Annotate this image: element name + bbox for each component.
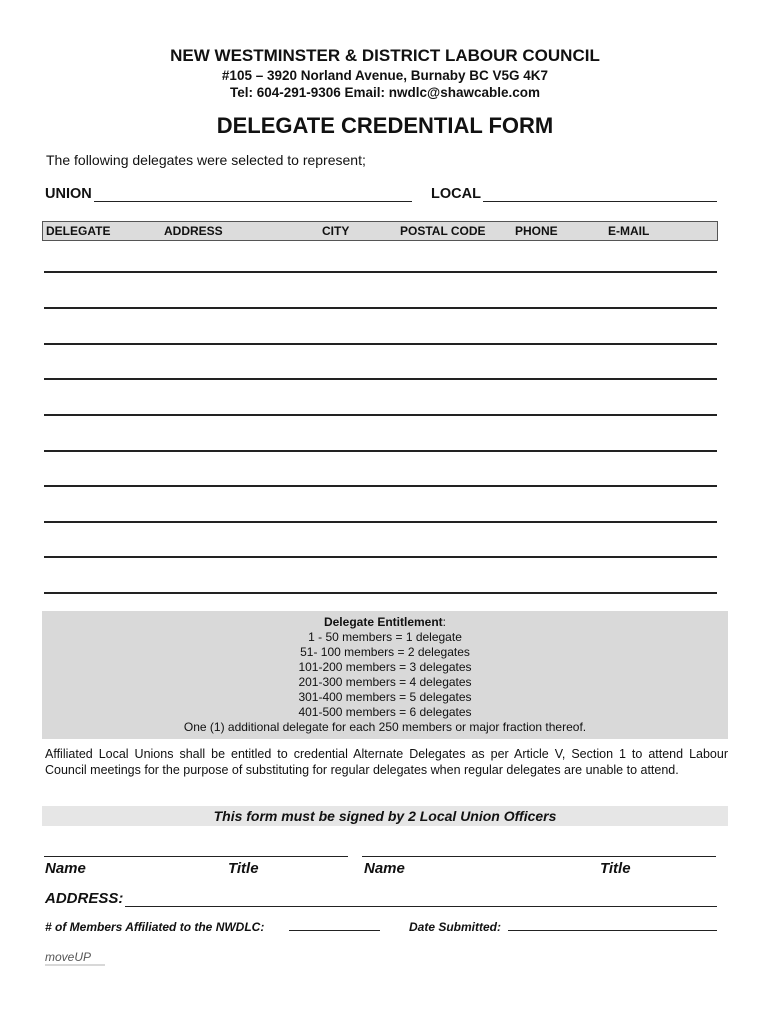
date-field[interactable] bbox=[409, 920, 501, 934]
col-delegate: DELEGATE bbox=[46, 224, 111, 238]
delegate-entry-line-10[interactable] bbox=[44, 592, 717, 594]
delegate-entry-line-9[interactable] bbox=[44, 556, 717, 558]
delegate-table-header bbox=[42, 221, 718, 241]
entitlement-line: 101-200 members = 3 delegates bbox=[298, 660, 472, 674]
title-label-1: Title bbox=[228, 860, 259, 877]
org-address: #105 – 3920 Norland Avenue, Burnaby BC V5G 4K7 bbox=[221, 68, 549, 83]
delegate-entry-line-7[interactable] bbox=[44, 485, 717, 487]
intro-text: The following delegates were selected to represent; bbox=[46, 152, 366, 168]
col-address: ADDRESS bbox=[164, 224, 223, 238]
date-input-line[interactable] bbox=[508, 930, 717, 931]
entitlement-line: 301-400 members = 5 delegates bbox=[298, 690, 472, 704]
signature-banner: This form must be signed by 2 Local Union Officers bbox=[42, 806, 728, 826]
name-label-1: Name bbox=[45, 860, 86, 877]
delegate-entry-line-3[interactable] bbox=[44, 343, 717, 345]
entitlement-line: 401-500 members = 6 delegates bbox=[298, 705, 472, 719]
local-input-line[interactable] bbox=[483, 187, 717, 202]
org-name: NEW WESTMINSTER & DISTRICT LABOUR COUNCIL bbox=[170, 46, 600, 65]
form-title: DELEGATE CREDENTIAL FORM bbox=[216, 113, 554, 138]
delegate-entitlement-box bbox=[42, 611, 728, 739]
entitlement-line: 51- 100 members = 2 delegates bbox=[300, 645, 470, 659]
delegate-entry-line-1[interactable] bbox=[44, 271, 717, 273]
signature-line-1[interactable] bbox=[44, 856, 348, 857]
union-field[interactable] bbox=[45, 186, 412, 202]
address-label: ADDRESS: bbox=[45, 890, 124, 907]
delegate-entry-line-2[interactable] bbox=[44, 307, 717, 309]
entitlement-title-colon: : bbox=[442, 615, 447, 629]
col-postal-code: POSTAL CODE bbox=[400, 224, 486, 238]
delegate-entry-line-8[interactable] bbox=[44, 521, 717, 523]
org-contact: Tel: 604-291-9306 Email: nwdlc@shawcable.com bbox=[229, 85, 541, 100]
local-field[interactable] bbox=[431, 186, 717, 202]
moveup-logo bbox=[45, 946, 107, 968]
col-email: E-MAIL bbox=[608, 224, 650, 238]
entitlement-line: One (1) additional delegate for each 250 members or major fraction thereof. bbox=[183, 720, 587, 734]
union-label: UNION bbox=[45, 186, 92, 202]
affiliated-text: Affiliated Local Unions shall be entitled to credential Alternate Delegates as per Article V, Section 1 to attend Labour Council meetings for the purpose of substituting for regular delegates when regular delegates are unable to attend. bbox=[45, 747, 728, 777]
delegate-entry-line-6[interactable] bbox=[44, 450, 717, 452]
logo-text: moveUP bbox=[45, 950, 92, 964]
entitlement-title: Delegate Entitlement bbox=[323, 615, 443, 629]
delegate-entry-line-5[interactable] bbox=[44, 414, 717, 416]
entitlement-line: 201-300 members = 4 delegates bbox=[298, 675, 472, 689]
address-input-line[interactable] bbox=[125, 891, 717, 907]
delegate-entry-line-4[interactable] bbox=[44, 378, 717, 380]
local-label: LOCAL bbox=[431, 186, 481, 202]
col-city: CITY bbox=[322, 224, 350, 238]
col-phone: PHONE bbox=[515, 224, 558, 238]
members-field[interactable] bbox=[45, 920, 264, 934]
address-field[interactable] bbox=[45, 890, 717, 907]
date-label: Date Submitted: bbox=[409, 920, 502, 934]
entitlement-line: 1 - 50 members = 1 delegate bbox=[308, 630, 462, 644]
members-label: # of Members Affiliated to the NWDLC: bbox=[45, 920, 265, 934]
name-label-2: Name bbox=[364, 860, 405, 877]
title-label-2: Title bbox=[600, 860, 631, 877]
members-input-line[interactable] bbox=[289, 930, 380, 931]
signature-line-2[interactable] bbox=[362, 856, 716, 857]
union-input-line[interactable] bbox=[94, 187, 412, 202]
